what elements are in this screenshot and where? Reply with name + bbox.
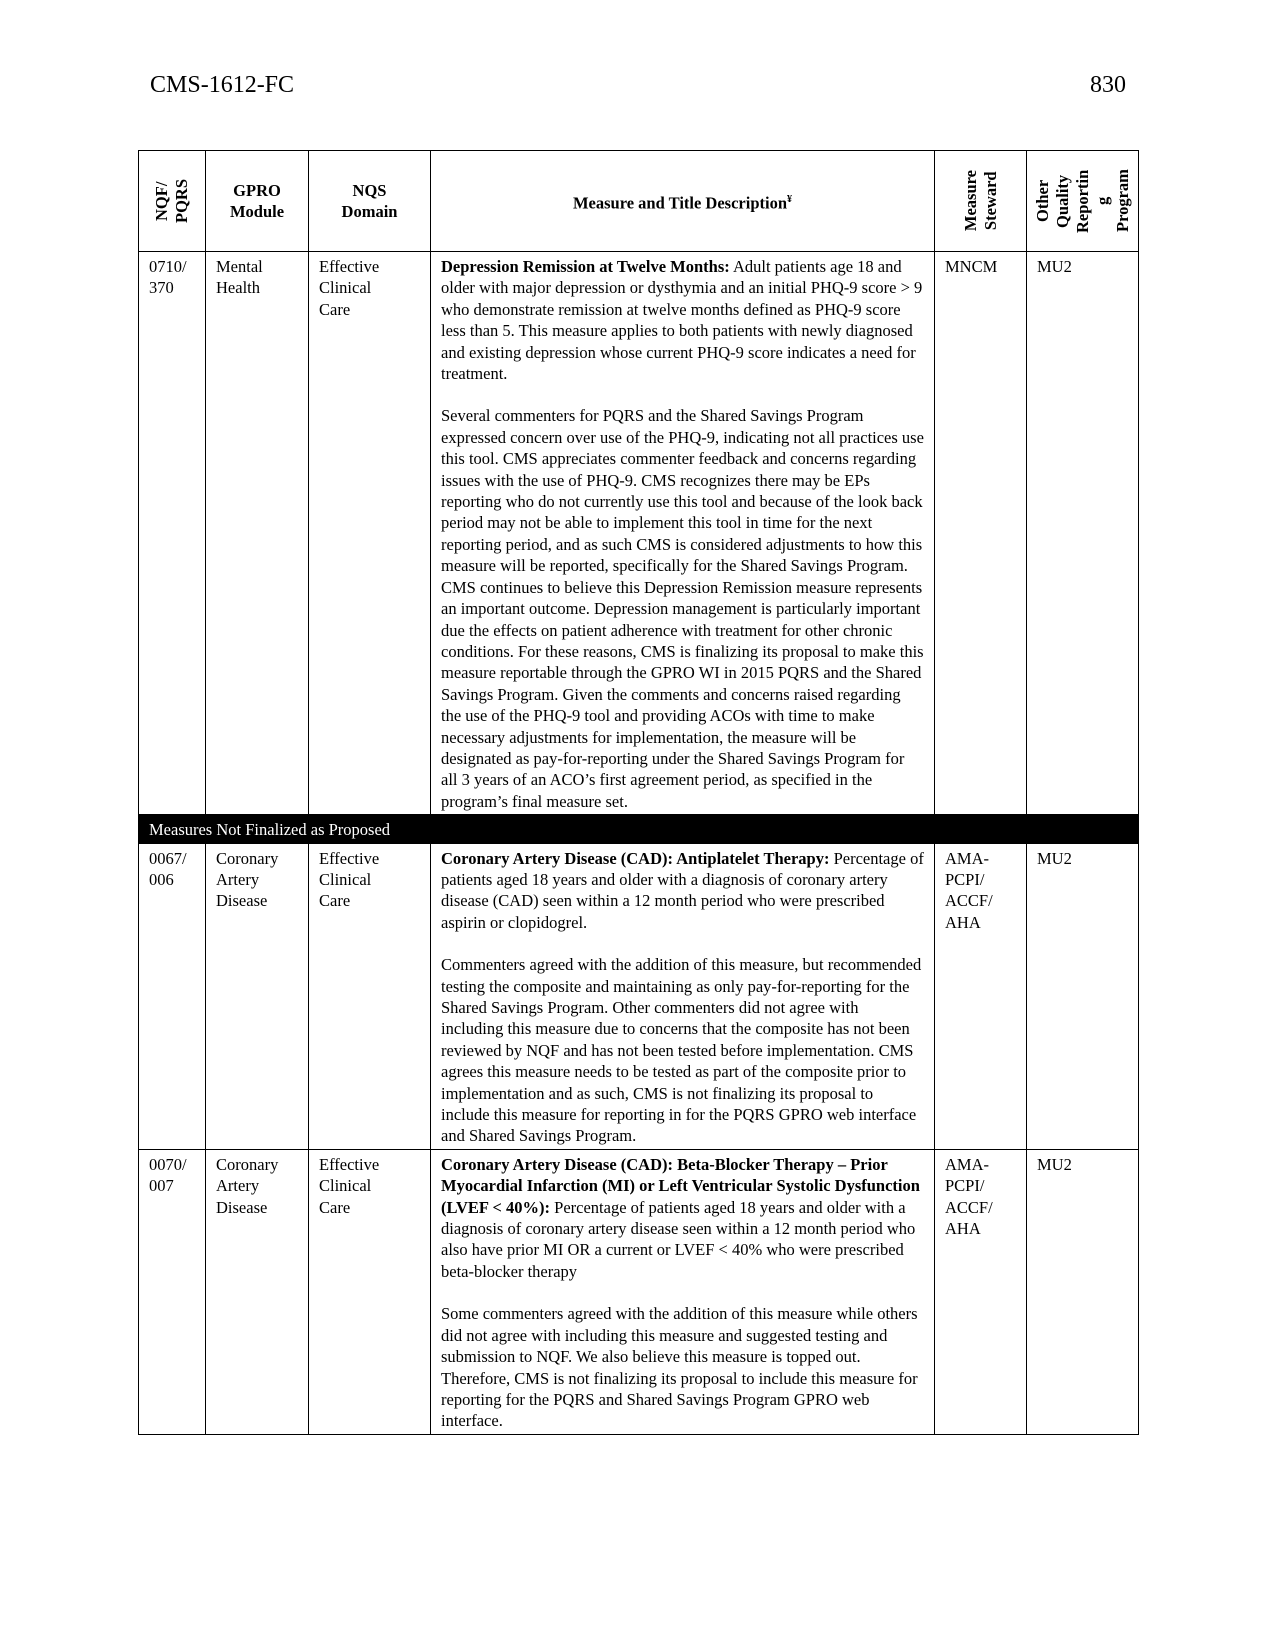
col-header-measure-title: Measure and Title Description¥ [431,151,935,252]
col-header-nqs-domain: NQS Domain [309,151,431,252]
nqs-domain-cell: Effective Clinical Care [309,1149,431,1434]
col-header-gpro-module: GPRO Module [206,151,309,252]
measure-steward-cell: AMA- PCPI/ ACCF/ AHA [935,1149,1027,1434]
measure-description-cell [431,843,935,1149]
nqf-pqrs-cell: 0710/ 370 [139,252,206,815]
measure-steward-cell: MNCM [935,252,1027,815]
measure-title: Coronary Artery Disease (CAD): Beta-Blocker Therapy – Prior Myocardial Infarction (MI) or Left Ventricular Systolic Dysfunction (LVEF < 40%): [441,1154,920,1217]
measure-summary: Percentage of patients aged 18 years and older with a diagnosis of coronary artery disease (CAD) seen within a 12 month period who were prescribed aspirin or clopidogrel. [441,848,924,932]
col-header-other-program: Other Quality Reportin g Program [1027,151,1139,252]
measure-title: Depression Remission at Twelve Months: [441,257,730,276]
measure-description-cell [431,252,935,815]
measure-title: Coronary Artery Disease (CAD): Antiplatelet Therapy: [441,848,830,868]
nqf-pqrs-cell: 0070/ 007 [139,1149,206,1434]
document-id: CMS-1612-FC [150,72,295,98]
measure-comment: Several commenters for PQRS and the Shared Savings Program expressed concern over use of the PHQ-9, indicating not all practices use this tool. CMS appreciates commenter feedback and concerns regarding issues with the use of PHQ-9. CMS recognizes there may be EPs reporting who do not currently use this tool and because of the look back period may not be able to implement this tool in time for the next reporting period, and as such CMS is considered adjustments to how this measure will be reported, specifically for the Shared Savings Program. CMS continues to believe this Depression Remission measure represents an important outcome. Depression management is particularly important due the effects on patient adherence with treatment for other chronic conditions. For these reasons, CMS is finalizing its proposal to make this measure reportable through the GPRO WI in 2015 PQRS and the Shared Savings Program. Given the comments and concerns raised regarding the use of the PHQ-9 tool and providing ACOs with time to make necessary adjustments for implementation, the measure will be designated as pay-for-reporting under the Shared Savings Program for all 3 years of an ACO’s first agreement period, as specified in the program’s final measure set. [441,406,924,811]
nqs-domain-cell: Effective Clinical Care [309,252,431,815]
measure-comment: Commenters agreed with the addition of this measure, but recommended testing the composite and maintaining as only pay-for-reporting for the Shared Savings Program. Other commenters did not agree with including this measure due to concerns that the composite has not been reviewed by NQF and has not been tested before implementation. CMS agrees this measure needs to be tested as part of the composite prior to implementation and as such, CMS is not finalizing its proposal to include this measure for reporting in for the PQRS GPRO web interface and Shared Savings Program. [441,955,922,1146]
table-row [139,843,1139,1149]
gpro-module-cell: Coronary Artery Disease [206,843,309,1149]
gpro-module-cell: Mental Health [206,252,309,815]
table-row [139,1149,1139,1434]
page-number: 830 [1090,72,1126,98]
nqf-pqrs-cell: 0067/ 006 [139,843,206,1149]
col-header-measure-steward: Measure Steward [935,151,1027,252]
measure-summary: Adult patients age 18 and older with major depression or dysthymia and an initial PHQ-9 score > 9 who demonstrate remission at twelve months defined as PHQ-9 score less than 5. This measure applies to both patients with newly diagnosed and existing depression whose current PHQ-9 score indicates a need for treatment. [441,257,923,384]
gpro-module-cell: Coronary Artery Disease [206,1149,309,1434]
measure-comment: Some commenters agreed with the addition of this measure while others did not agree with including this measure and suggested testing and submission to NQF. We also believe this measure is topped out. Therefore, CMS is not finalizing its proposal to include this measure for reporting for the PQRS and Shared Savings Program GPRO web interface. [441,1304,918,1431]
page-header [150,72,1126,112]
section-label: Measures Not Finalized as Proposed [139,815,1139,843]
measure-steward-cell: AMA- PCPI/ ACCF/ AHA [935,843,1027,1149]
other-program-cell: MU2 [1027,252,1139,815]
other-program-cell: MU2 [1027,1149,1139,1434]
other-program-cell: MU2 [1027,843,1139,1149]
measures-table [138,150,1139,1435]
table-header-row [139,151,1139,252]
section-row [139,815,1139,843]
measure-summary: Percentage of patients aged 18 years and older with a diagnosis of coronary artery disease seen within a 12 month period who also have prior MI OR a current or LVEF < 40% who were prescribed beta-blocker therapy [441,1197,916,1281]
measure-description-cell [431,1149,935,1434]
table-row [139,252,1139,815]
col-header-nqf-pqrs: NQF/ PQRS [139,151,206,252]
footnote-mark: ¥ [787,193,793,205]
nqs-domain-cell: Effective Clinical Care [309,843,431,1149]
